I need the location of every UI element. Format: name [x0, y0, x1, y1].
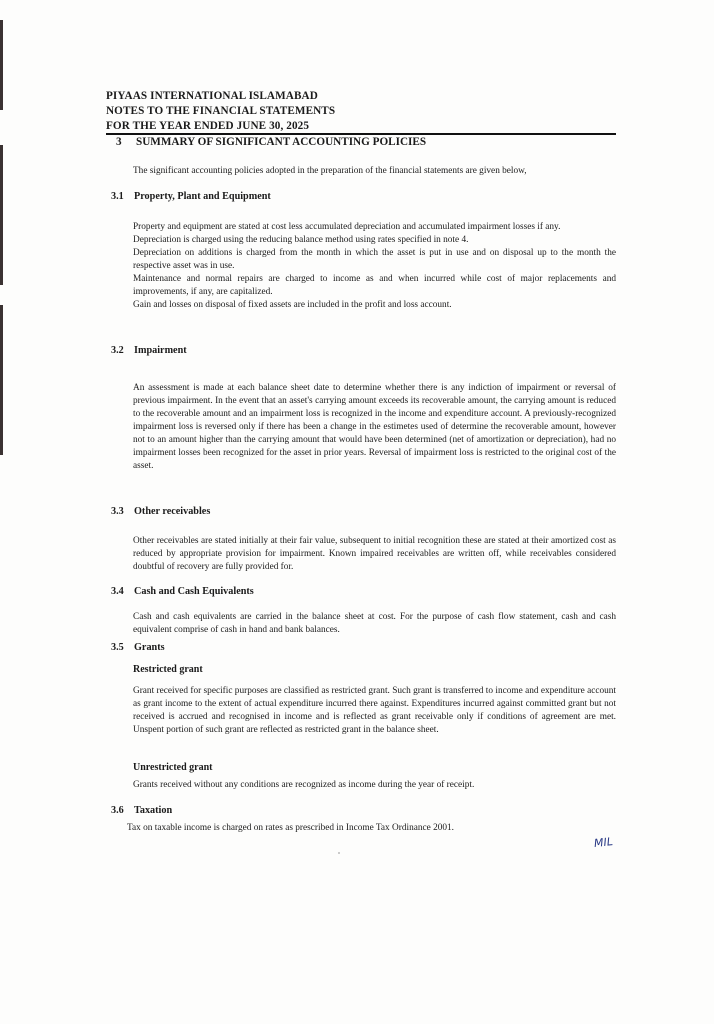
section-heading	[116, 136, 426, 148]
paragraph: Gain and losses on disposal of fixed assets are included in the profit and loss account.	[133, 300, 452, 310]
subsection-body	[133, 611, 616, 637]
section-title: SUMMARY OF SIGNIFICANT ACCOUNTING POLICIES	[136, 136, 427, 148]
subsection-heading: 3.1 Property, Plant and Equipment	[111, 191, 271, 202]
paragraph: Depreciation is charged using the reducing balance method using rates specified in note 4.	[133, 235, 469, 245]
subsection-body	[133, 221, 616, 312]
paragraph: Depreciation on additions is charged from the month in which the asset is put in use and on disposal up to the month the respective asset was in use.	[133, 248, 616, 271]
paragraph: Cash and cash equivalents are carried in the balance sheet at cost. For the purpose of cash flow statement, cash and cash equivalent comprise of cash in hand and bank balances.	[133, 612, 616, 635]
subsection-heading: 3.3 Other receivables	[111, 506, 211, 517]
paragraph: Other receivables are stated initially at their fair value, subsequent to initial recognition these are stated at their amortized cost as reduced by appropriate provision for impairment. Known impaired receivables are written off, while receivables considered doubtful of recovery are fully provided for.	[133, 536, 616, 572]
header-rule	[106, 133, 616, 135]
subsection-heading: 3.4 Cash and Cash Equivalents	[111, 586, 254, 597]
subsection-heading: 3.5 Grants	[111, 642, 165, 653]
document-title: NOTES TO THE FINANCIAL STATEMENTS	[106, 105, 336, 117]
scan-speck	[338, 852, 340, 854]
org-name: PIYAAS INTERNATIONAL ISLAMABAD	[106, 90, 318, 102]
unrestricted-grant-body: Grants received without any conditions are recognized as income during the year of receipt.	[133, 780, 475, 790]
subsection-body	[133, 535, 616, 574]
subsection-heading: 3.2 Impairment	[111, 345, 187, 356]
paragraph: Tax on taxable income is charged on rates as prescribed in Income Tax Ordinance 2001.	[127, 823, 454, 833]
section-intro: The significant accounting policies adopted in the preparation of the financial statements are given below,	[133, 166, 527, 176]
subsection-body	[133, 382, 616, 473]
scan-edge	[0, 20, 3, 110]
subsection-heading: 3.6 Taxation	[111, 805, 173, 816]
paragraph: Property and equipment are stated at cost less accumulated depreciation and accumulated impairment losses if any.	[133, 222, 561, 232]
section-number: 3	[116, 136, 122, 148]
restricted-grant-heading: Restricted grant	[133, 664, 203, 675]
subsection-body	[127, 822, 610, 835]
paragraph: Maintenance and normal repairs are charged to income as and when incurred while cost of major replacements and improvements, if any, are capitalized.	[133, 274, 616, 297]
handwritten-initials: MIL	[593, 835, 614, 850]
unrestricted-grant-heading: Unrestricted grant	[133, 762, 213, 773]
scan-edge	[0, 305, 3, 455]
period-title: FOR THE YEAR ENDED JUNE 30, 2025	[106, 120, 310, 132]
scan-edge	[0, 145, 3, 285]
paragraph: An assessment is made at each balance sheet date to determine whether there is any indiction of impairment or reversal of previous impairment. In the event that an asset's carrying amount exceeds its recoverable amount, the carrying amount is reduced to the recoverable amount and an impairment loss is recognized in the income and expenditure account. A previously-recognized impairment loss is reversed only if there has been a change in the estimetes used of determine the recoverable amount, however not to an amount higher than the carrying amount that would have been determined (net of amortization or depreciation), had no impairment losses been recognized for the asset in prior years. Reversal of impairment loss is restricted to the original cost of the asset.	[133, 383, 616, 471]
restricted-grant-body: Grant received for specific purposes are classified as restricted grant. Such grant is transferred to income and expenditure account as grant income to the extent of actual expenditure incurred there against. Expenditures incurred against committed grant but not received is accrued and recognised in income and is reflected as grant receivable only if conditions of agreement are met. Unspent portion of such grant are reflected as restricted grant in the balance sheet.	[133, 686, 616, 735]
